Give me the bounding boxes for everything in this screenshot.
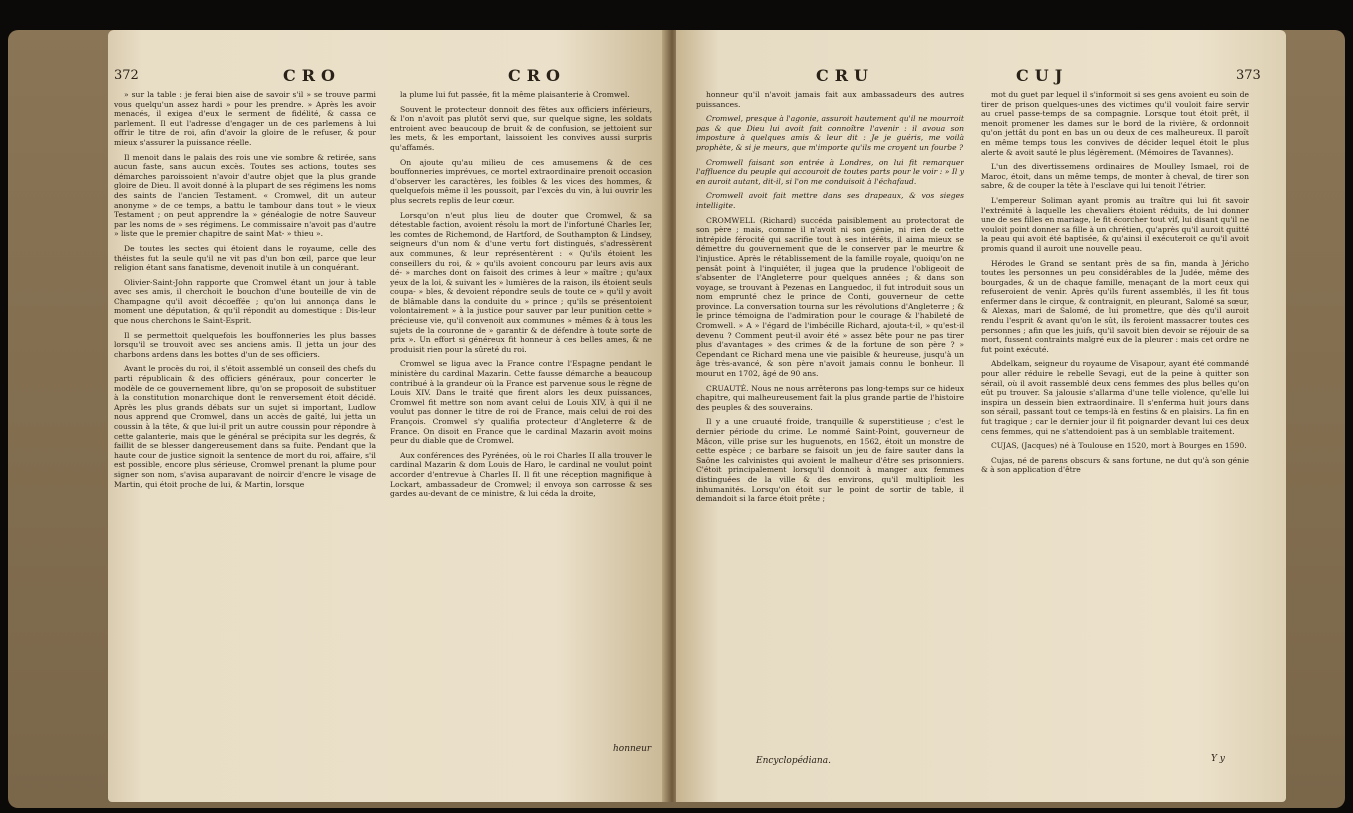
paragraph: Olivier-Saint-John rapporte que Cromwel étant un jour à table avec ses amis, il cherchoit le bouchon d'une bouteille de vin de Champagne qu'il avoit décoeffée ; qu'on lui annonça dans le moment une députation, & qu'il répondit au domestique : Dis-leur que nous cherchons le Saint-Esprit.: [114, 277, 376, 326]
paragraph: Il menoit dans le palais des rois une vie sombre & retirée, sans aucun faste, sans aucun excès. Toutes ses actions, toutes ses démarches paroissoient n'avoir d'autre objet que la plus grande gloire de Dieu. Il avoit donné à la plupart de ses régimens les noms des saints de l'ancien Testament. « Cromwel, dit un auteur anonyme » de ce temps, a battu le tambour dans tout » le vieux Testament ; on peut apprendre la » généalogie de notre Sauveur par les noms de » ses régimens. Le commissaire n'avoit pas d'autre » liste que le premier chapitre de saint Mat- » thieu ».: [114, 152, 376, 239]
page-number: 372: [114, 68, 139, 83]
paragraph: honneur qu'il n'avoit jamais fait aux ambassadeurs des autres puissances.: [696, 90, 964, 109]
paragraph: » sur la table : je ferai bien aise de savoir s'il » se trouve parmi vous quelqu'un assez hardi » pour les prendre. » Après les avoir menacés, il exigea d'eux le serment de fidélité, & cassa ce parlement. Il eut l'adresse d'engager un de ces parlemens à lui offrir le titre de roi, afin d'avoir la gloire de le refuser, & pour mieux s'assurer la puissance réelle.: [114, 90, 376, 147]
paragraph: Souvent le protecteur donnoit des fêtes aux officiers inférieurs, & l'on n'avoit pas plutôt servi que, sur quelque signe, les soldats entroient avec beaucoup de bruit & de confusion, se jettoient sur les mets, & les emportant, laissoient les convives aussi surpris qu'affamés.: [390, 104, 652, 152]
text-column: [981, 90, 1249, 750]
text-column: [114, 90, 376, 740]
running-header: CRU: [816, 66, 874, 85]
catchword: honneur: [613, 744, 652, 754]
paragraph: Il y a une cruauté froide, tranquille & superstitieuse ; c'est le dernier période du crime. Le nommé Saint-Point, gouverneur de Mâcon, ville prise sur les huguenots, en 1562, étoit un monstre de cette espèce ; ce barbare se faisoit un jeu de faire sauter dans la Saône les calvinistes qui avoient le malheur d'être ses prisonniers. C'étoit principalement lorsqu'il donnoit à manger aux femmes distinguées de la ville & des environs, qu'il multiplioit les inhumanités. Lorsqu'on étoit sur le point de sortir de table, il demandoit si la farce étoit prête ;: [696, 417, 964, 504]
left-page: [108, 30, 668, 802]
paragraph: L'empereur Soliman ayant promis au traître qui lui fit savoir l'extrémité à laquelle les chevaliers étoient réduits, de lui donner une de ses filles en mariage, le fit écorcher tout vif, lui disant qu'il ne vouloit point donner sa fille à un chrétien, qu'après qu'il auroit quitté la peau qui avoit été baptisée, & qu'ainsi il exécuteroit ce qu'il avoit promis quand il auroit une nouvelle peau.: [981, 195, 1249, 253]
paragraph: CROMWELL (Richard) succéda paisiblement au protectorat de son père ; mais, comme il n'avoit ni son génie, ni rien de cette intrépide férocité qui sacrifie tout à ses intérêts, il aima mieux se démettre du gouvernement que de le conserver par le meurtre & l'injustice. Après le rétablissement de la famille royale, quoiqu'on ne pensât point à l'inquiéter, il jugea que la prudence l'obligeoit de s'absenter de l'Angleterre pour quelques années ; & dans son voyage, se trouvant à Pezenas en Languedoc, il fut introduit sous un nom emprunté chez le prince de Conti, gouverneur de cette province. La conversation tourna sur les révolutions d'Angleterre ; & le prince témoigna de l'admiration pour le courage & l'habileté de Cromwell. » A » l'égard de l'imbécille Richard, ajouta-t-il, » qu'est-il devenu ? Comment peut-il avoir été » assez bête pour ne pas tirer plus d'avantages » des crimes & de la fortune de son père ? » Cependant ce Richard mena une vie paisible & heureuse, jusqu'à un âge très-avancé, & son père n'avoit jamais connu le bonheur. Il mourut en 1702, âgé de 90 ans.: [696, 215, 964, 379]
paragraph: Abdelkam, seigneur du royaume de Visapour, ayant été commandé pour aller réduire le rebelle Sevagi, eut de la peine à quitter son sérail, où il avoit rassemblé deux cens femmes des plus belles qu'on eût pu trouver. Sa jalousie s'allarma d'une telle violence, qu'elle lui inspira un dessein bien extraordinaire. Il s'enferma huit jours dans son sérail, passant tout ce temps-là en festins & en plaisirs. La fin en fut tragique ; car le dernier jour il fit poignarder devant lui ces deux cens femmes, qui ne s'attendoient pas à un semblable traitement.: [981, 359, 1249, 436]
paragraph: Cromwell avoit fait mettre dans ses drapeaux, & vos sieges intelligite.: [696, 191, 964, 210]
paragraph: De toutes les sectes qui étoient dans le royaume, celle des théistes fut la seule qu'il ne vit pas d'un bon œil, parce que leur religion étant sans fanatisme, devenoit inutile à un conquérant.: [114, 243, 376, 273]
running-header: CRO: [283, 66, 341, 85]
page-signature: Encyclopédiana.: [756, 756, 831, 766]
paragraph: la plume lui fut passée, fit la même plaisanterie à Cromwel.: [400, 90, 630, 99]
text-column: [696, 90, 964, 750]
paragraph: CUJAS, (Jacques) né à Toulouse en 1520, mort à Bourges en 1590.: [991, 441, 1247, 451]
paragraph: Cromwell faisant son entrée à Londres, on lui fit remarquer l'affluence du peuple qui accouroit de toutes parts pour le voir : » Il y en auroit autant, dit-il, si l'on me conduisoit à l'échafaud.: [696, 157, 964, 186]
page-number: 373: [1236, 68, 1261, 83]
paragraph: Cromwel se ligua avec la France contre l'Espagne pendant le ministère du cardinal Mazarin. Cette fausse démarche a beaucoup contribué à la grandeur où la France est parvenue sous le règne de Louis XIV. Dans le traité que firent alors les deux puissances, Cromwel fit mettre son nom avant celui de Louis XIV, à qui il ne voulut pas donner le titre de roi de France, mais celui de roi des François. Cromwel s'y qualifia protecteur d'Angleterre & de France. On disoit en France que le cardinal Mazarin avoit moins peur du diable que de Cromwel.: [390, 359, 652, 446]
running-header: CRO: [508, 66, 566, 85]
paragraph: Aux conférences des Pyrénées, où le roi Charles II alla trouver le cardinal Mazarin & dom Louis de Haro, le cardinal ne voulut point accorder d'entrevue à Charles II. Il fit une réception magnifique à Lockart, ambassadeur de Cromwel; il envoya son carrosse & ses gardes au-devant de ce ministre, & lui céda la droite,: [390, 450, 652, 499]
paragraph: CRUAUTÉ. Nous ne nous arrêterons pas long-temps sur ce hideux chapitre, qui malheureusement fait la plus grande partie de l'histoire des peuples & des souverains.: [696, 383, 964, 412]
right-page: [676, 30, 1286, 802]
paragraph: On ajoute qu'au milieu de ces amusemens & de ces bouffonneries imprévues, ce mortel extraordinaire prenoit occasion d'observer les caractères, les foibles & les vices des hommes, & quelquefois même il les poussoit, par l'excès du vin, à lui ouvrir les plus secrets replis de leur cœur.: [390, 157, 652, 205]
page-signature: Y y: [1211, 754, 1225, 764]
paragraph: Cromwel, presque à l'agonie, assuroit hautement qu'il ne mourroit pas & que Dieu lui avoit fait connoître l'avenir : il avoua son imposture à quelques amis & leur dit : Je je guéris, me voilà prophète, & si je meurs, que m'importe qu'ils me croyent un fourbe ?: [696, 114, 964, 152]
running-header: CUJ: [1016, 66, 1069, 85]
text-column: [390, 90, 652, 740]
paragraph: Avant le procès du roi, il s'étoit assemblé un conseil des chefs du parti républicain & des officiers généraux, pour concerter le modèle de ce gouvernement libre, qu'on se proposoit de substituer à la constitution monarchique dont le renversement étoit décidé. Après les plus grands débats sur un sujet si important, Ludlow nous apprend que Cromwel, dans un accès de gaîté, lui jetta un coussin à la tête, & que lui-il prit un autre coussin pour répondre à cette galanterie, mais que le général se précipita sur les degrés, & faillit de se blesser dangereusement dans sa fuite. Pendant que la haute cour de justice signoit la sentence de mort du roi, affaire, s'il est possible, encore plus sérieuse, Cromwel prenant la plume pour signer son nom, s'avisa auparavant de noircir d'encre le visage de Martin, qui étoit proche de lui, & Martin, lorsque: [114, 364, 376, 489]
paragraph: Il se permettoit quelquefois les bouffonneries les plus basses lorsqu'il se trouvoit avec ses anciens amis. Il jetta un jour des charbons ardens dans les bottes d'un de ses officiers.: [114, 330, 376, 359]
paragraph: mot du guet par lequel il s'informoit si ses gens avoient eu soin de tirer de prison quelques-unes des victimes qu'il vouloit faire servir au cruel passe-temps de sa compagnie. Lorsque tout étoit prêt, il menoit promener les dames sur le bord de la rivière, & ordonnoit qu'on jettât du pont en bas un ou deux de ces malheureux. Il paroît en même temps tous les convives de décider lequel étoit le plus alerte & avoit sauté le plus légèrement. (Mémoires de Tavannes).: [981, 90, 1249, 157]
paragraph: Lorsqu'on n'eut plus lieu de douter que Cromwel, & sa détestable faction, avoient résolu la mort de l'infortuné Charles Ier, les comtes de Richemond, de Hartford, de Southampton & Lindsey, seigneurs d'un nom & d'une vertu fort distingués, s'adressèrent aux communes, & leur représentèrent : « Qu'ils étoient les conseillers du roi, & » qu'ils avoient concouru par leurs avis aux dé- » marches dont on faisoit des crimes à leur » maître ; qu'aux yeux de la loi, & suivant les » lumières de la raison, ils étoient seuls coupa- » bles, & devoient répondre seuls de toute ce » qu'il y avoit de blâmable dans la conduite du » prince ; qu'ils se présentoient volontairement » à la justice pour sauver par leur punition cette » précieuse vie, qu'il convenoit aux communes » mêmes & à tous les sujets de la couronne de » garantir & de défendre à toute sorte de prix ». Un effort si généreux fit honneur à ces belles ames, & ne produisit rien pour la sûreté du roi.: [390, 210, 652, 354]
paragraph: L'un des divertissemens ordinaires de Moulley Ismael, roi de Maroc, étoit, dans un même temps, de monter à cheval, de tirer son sabre, & de couper la tête à l'esclave qui lui tenoit l'étrier.: [981, 162, 1249, 191]
paragraph: Hérodes le Grand se sentant près de sa fin, manda à Jéricho toutes les personnes un peu considérables de la Judée, même des bourgades, & un de chaque famille, menaçant de la mort ceux qui refuseroient de venir. Après qu'ils furent assemblés, il les fit tous enfermer dans le cirque, & contraignit, en pleurant, Salomé sa sœur, & Alexas, mari de Salomé, de lui promettre, que dès qu'il auroit rendu l'esprit & avant qu'on le sût, ils feroient massacrer toutes ces personnes ; afin que les juifs, qu'il savoit bien devoir se réjouir de sa mort, fussent contraints malgré eux de la pleurer : mais cet ordre ne fut point exécuté.: [981, 258, 1249, 354]
paragraph: Cujas, né de parens obscurs & sans fortune, ne dut qu'à son génie & à son application d'être: [981, 455, 1249, 475]
